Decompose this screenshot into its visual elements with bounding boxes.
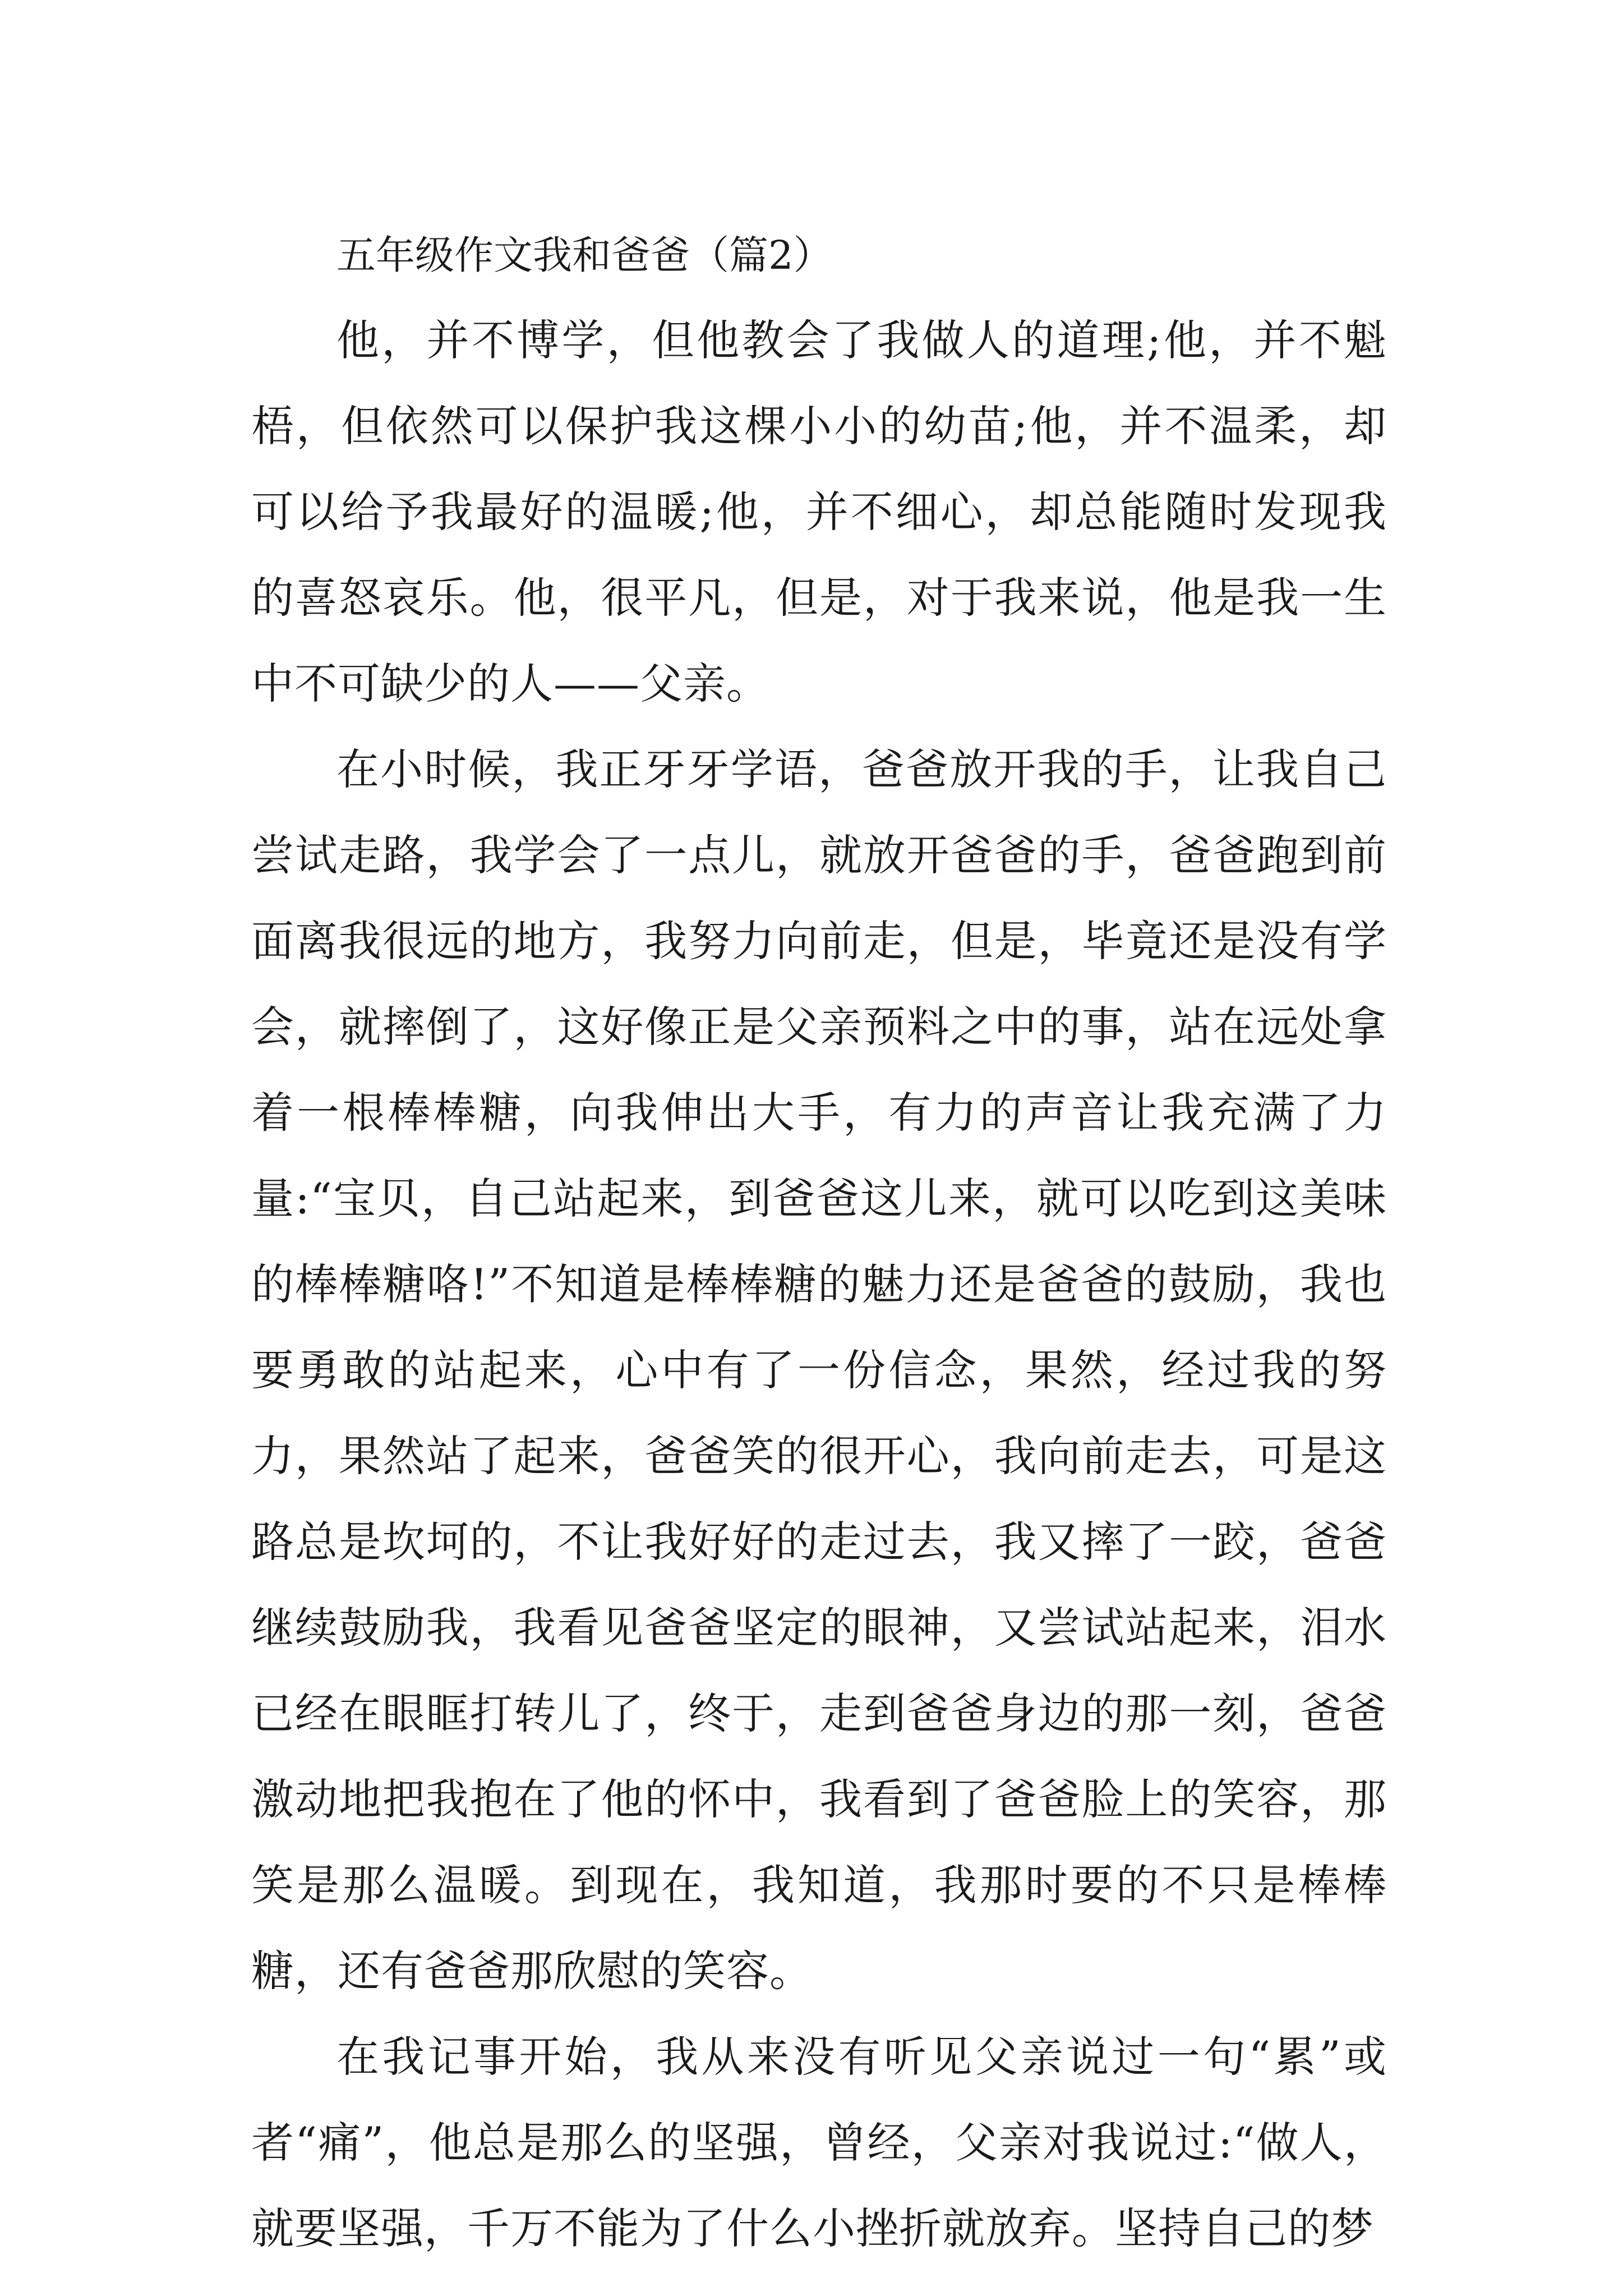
document-title: 五年级作文我和爸爸（篇2） bbox=[336, 232, 833, 278]
paragraph-2: 在小时候，我正牙牙学语，爸爸放开我的手，让我自己尝试走路，我学会了一点儿，就放开爸爸的手，爸爸跑到前面离我很远的地方，我努力向前走，但是，毕竟还是没有学会，就摔倒了，这好像正是父亲预料之中的事，站在远处拿着一根棒棒糖，向我伸出大手，有力的声音让我充满了力量:“宝贝，自己站起来，到爸爸这儿来，就可以吃到这美味的棒棒糖咯!”不知道是棒棒糖的魅力还是爸爸的鼓励，我也要勇敢的站起来，心中有了一份信念，果然，经过我的努力，果然站了起来，爸爸笑的很开心，我向前走去，可是这路总是坎坷的，不让我好好的走过去，我又摔了一跤，爸爸继续鼓励我，我看见爸爸坚定的眼神，又尝试站起来，泪水已经在眼眶打转儿了，终于，走到爸爸身边的那一刻，爸爸激动地把我抱在了他的怀中，我看到了爸爸脸上的笑容，那笑是那么温暖。到现在，我知道，我那时要的不只是棒棒糖，还有爸爸那欣慰的笑容。 bbox=[251, 744, 1387, 1996]
document-page bbox=[251, 213, 1387, 2271]
paragraph-1: 他，并不博学，但他教会了我做人的道理;他，并不魁梧，但依然可以保护我这棵小小的幼苗;他，并不温柔，却可以给予我最好的温暖;他，并不细心，却总能随时发现我的喜怒哀乐。他，很平凡，但是，对于我来说，他是我一生中不可缺少的人——父亲。 bbox=[251, 315, 1387, 708]
paragraph-3: 在我记事开始，我从来没有听见父亲说过一句“累”或者“痛”，他总是那么的坚强，曾经，父亲对我说过:“做人，就要坚强，千万不能为了什么小挫折就放弃。坚持自己的梦 bbox=[251, 2032, 1387, 2253]
